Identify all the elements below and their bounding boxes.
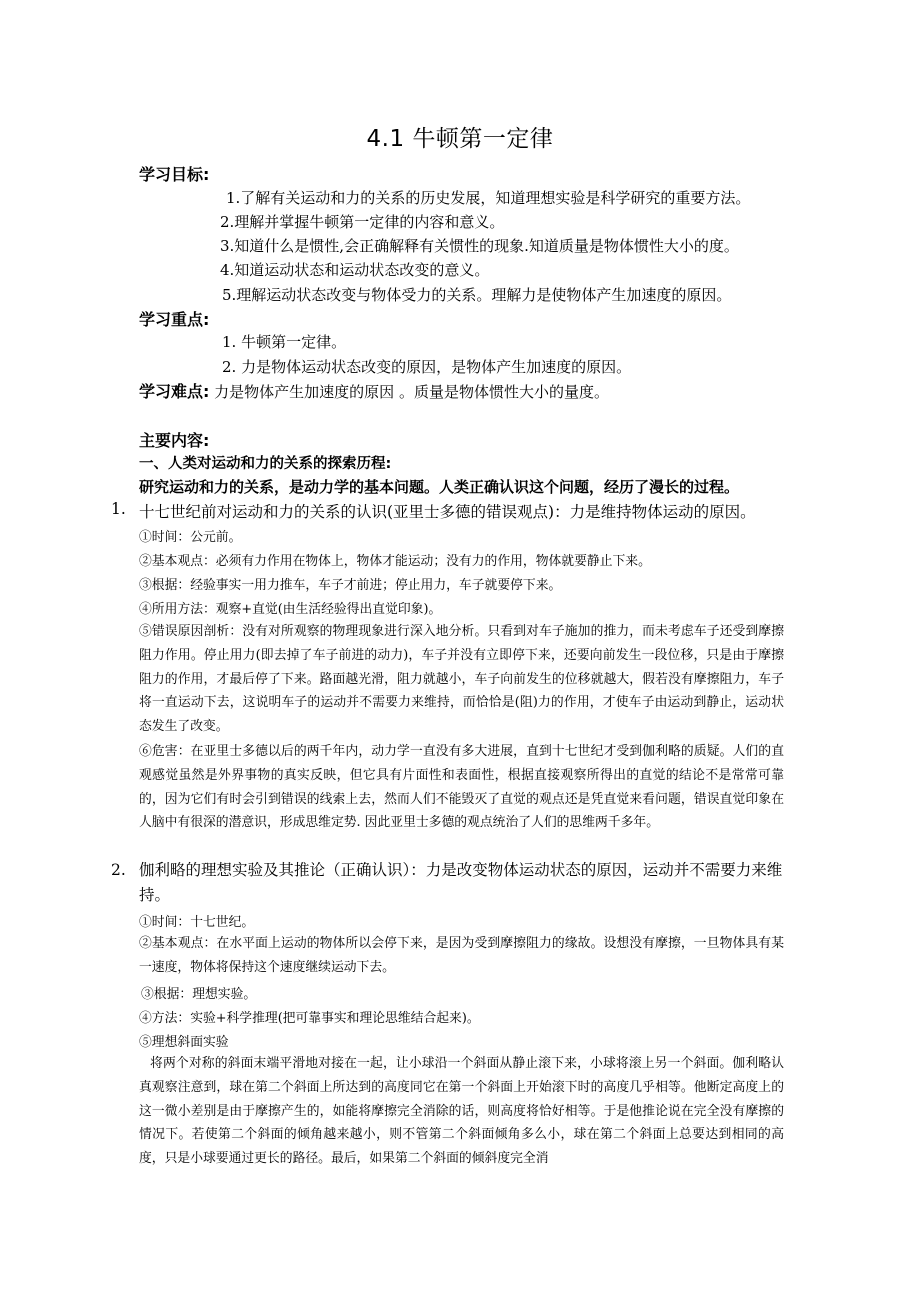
difficulty-text: 力是物体产生加速度的原因 。质量是物体惯性大小的量度。: [209, 383, 609, 401]
key-point-item: 2. 力是物体运动状态改变的原因，是物体产生加速度的原因。: [222, 358, 632, 376]
item-view: ②基本观点：在水平面上运动的物体所以会停下来，是因为受到摩擦阻力的缘故。设想没有摩擦，一旦物体具有某一速度，物体将保持这个速度继续运动下去。: [139, 936, 784, 975]
objective-item: 2.理解并掌握牛顿第一定律的内容和意义。: [220, 213, 505, 231]
key-points-label: 学习重点:: [139, 310, 210, 329]
objectives-label: 学习目标:: [139, 165, 210, 184]
key-point-item: 1. 牛顿第一定律。: [222, 333, 347, 351]
item-time: ①时间：十七世纪。: [139, 915, 255, 930]
item-heading: 十七世纪前对运动和力的关系的认识(亚里士多德的错误观点)：力是维持物体运动的原因。: [139, 503, 756, 521]
item-harm: ⑥危害：在亚里士多德以后的两千年内，动力学一直没有多大进展，直到十七世纪才受到伽利略的质疑。人们的直观感觉虽然是外界事物的真实反映，但它具有片面性和表面性，根据直接观察所得出的直觉的结论不是常常可靠的，因为它们有时会引到错误的线索上去，然而人们不能毁灭了直觉的观点还是凭直觉来看问题，错误直觉印象在人脑中有很深的潜意识，形成思维定势. 因此亚里士多德的观点统治了人们的思维两千多年。: [139, 744, 784, 831]
experiment-text: 将两个对称的斜面末端平滑地对接在一起，让小球沿一个斜面从静止滚下来，小球将滚上另一个斜面。伽利略认真观察注意到，球在第二个斜面上所达到的高度同它在第一个斜面上开始滚下时的高度几乎相等。他断定高度上的这一微小差别是由于摩擦产生的，如能将摩擦完全消除的话，则高度将恰好相等。于是他推论说在完全没有摩擦的情况下。若使第二个斜面的倾角越来越小，则不管第二个斜面倾角多么小，球在第二个斜面上总要达到相同的高度，只是小球要通过更长的路径。最后，如果第二个斜面的倾斜度完全消: [139, 1056, 784, 1167]
item-method: ④所用方法：观察+直觉(由生活经验得出直觉印象)。: [139, 602, 442, 617]
objective-item: 5.理解运动状态改变与物体受力的关系。理解力是使物体产生加速度的原因。: [222, 286, 732, 304]
objective-item: 1.了解有关运动和力的关系的历史发展，知道理想实验是科学研究的重要方法。: [226, 189, 751, 207]
item-view: ②基本观点：必须有力作用在物体上，物体才能运动；没有力的作用，物体就要静止下来。: [139, 554, 651, 569]
item-time: ①时间：公元前。: [139, 530, 242, 545]
section-heading: 一、人类对运动和力的关系的探索历程:: [139, 456, 392, 472]
item-basis: ③根据：理想实验。: [141, 987, 257, 1002]
objective-item: 4.知道运动状态和运动状态改变的意义。: [220, 261, 490, 279]
main-content-label: 主要内容:: [139, 431, 210, 450]
difficulty-label: 学习难点:: [139, 382, 210, 401]
objective-item: 3.知道什么是惯性,会正确解释有关惯性的现象.知道质量是物体惯性大小的度。: [220, 237, 739, 255]
experiment-label: ⑤理想斜面实验: [139, 1035, 229, 1050]
item-analysis: ⑤错误原因剖析：没有对所观察的物理现象进行深入地分析。只看到对车子施加的推力，而未考虑车子还受到摩擦阻力作用。停止用力(即去掉了车子前进的动力)，车子并没有立即停下来，还要向前发生一段位移，只是由于摩擦阻力的作用，才最后停了下来。路面越光滑，阻力就越小，车子向前发生的位移就越大，假若没有摩擦阻力，车子将一直运动下去，这说明车子的运动并不需要力来维持，而恰恰是(阻)力的作用，才使车子由运动到静止，运动状态发生了改变。: [139, 624, 784, 735]
item-number: 1.: [111, 500, 126, 518]
page-title: 4.1 牛顿第一定律: [366, 126, 554, 152]
item-method: ④方法：实验+科学推理(把可靠事实和理论思维结合起来)。: [139, 1011, 480, 1026]
section-intro: 研究运动和力的关系，是动力学的基本问题。人类正确认识这个问题，经历了漫长的过程。: [139, 478, 740, 496]
item-basis: ③根据：经验事实一用力推车，车子才前进；停止用力，车子就要停下来。: [139, 578, 562, 593]
difficulty-row: [139, 379, 609, 402]
item-heading: 伽利略的理想实验及其推论（正确认识）：力是改变物体运动状态的原因，运动并不需要力来维持。: [139, 861, 783, 904]
item-number: 2.: [111, 861, 126, 879]
